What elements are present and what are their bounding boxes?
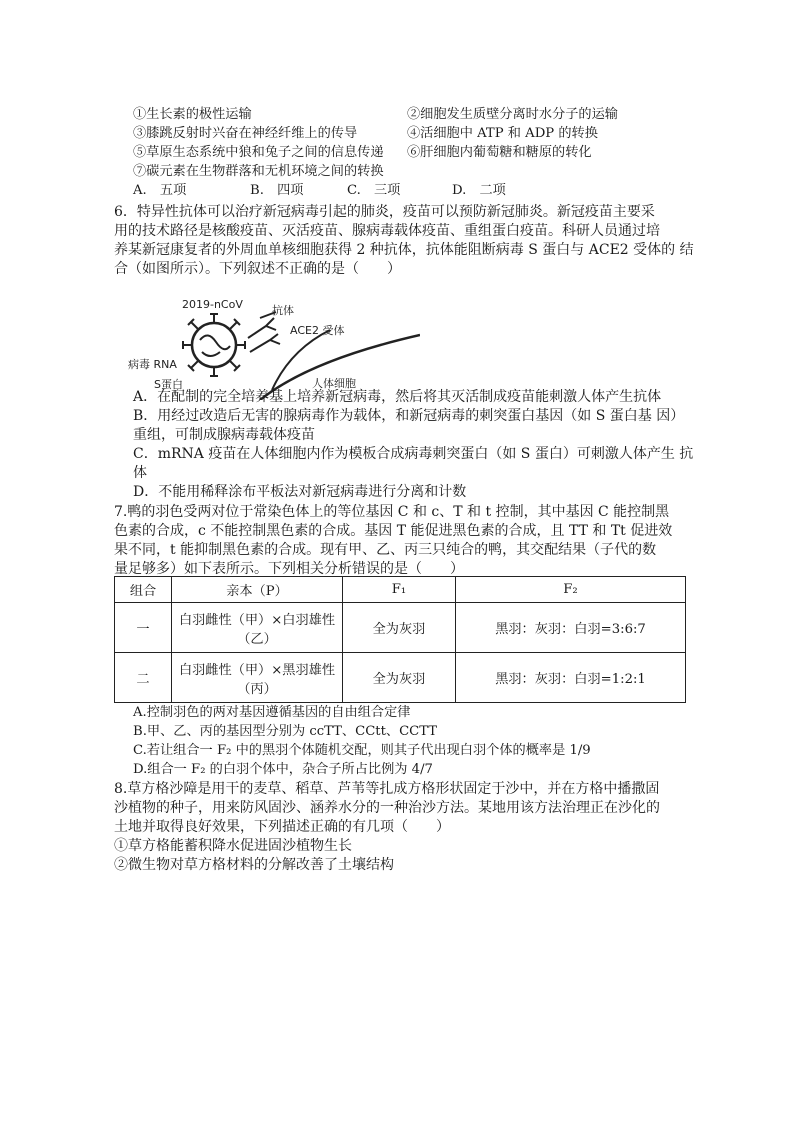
row2-parent-line1: 白羽雌性（甲）×黑羽雄性	[178, 662, 336, 678]
q7-option-b: B.甲、乙、丙的基因型分别为 ccTT、CCtt、CCTT	[133, 724, 438, 739]
q7-stem-line4: 量足够多）如下表所示。下列相关分析错误的是（ ）	[114, 561, 464, 577]
q6-option-c-line2: 体	[133, 465, 147, 481]
q7-option-d: D.组合一 F₂ 的白羽个体中，杂合子所占比例为 4/7	[133, 762, 433, 777]
q8-statement-1: ①草方格能蓄积降水促进固沙植物生长	[114, 838, 352, 854]
q5-item-4: ④活细胞中 ATP 和 ADP 的转换	[407, 126, 598, 141]
header-f2: F₂	[456, 577, 686, 603]
virus-label: 2019-nCoV	[182, 298, 243, 311]
q7-stem-line3: 果不同，t 能抑制黑色素的合成。现有甲、乙、丙三只纯合的鸭，其交配结果（子代的数	[114, 542, 657, 558]
q5-option-d: D. 二项	[452, 183, 506, 198]
antibody-label: 抗体	[272, 304, 294, 317]
row2-f1: 全为灰羽	[343, 653, 456, 703]
table-row	[115, 653, 686, 703]
q7-stem-line1: 7.鸭的羽色受两对位于常染色体上的等位基因 C 和 c、T 和 t 控制，其中基因 C 能控制黑	[114, 504, 670, 520]
q5-item-2: ②细胞发生质壁分离时水分子的运输	[407, 107, 618, 122]
header-group: 组合	[115, 577, 172, 603]
row1-group: 一	[115, 603, 172, 653]
row1-f2: 黑羽：灰羽：白羽=3:6:7	[456, 603, 686, 653]
q6-option-b-line1: B．用经过改造后无害的腺病毒作为载体，和新冠病毒的刺突蛋白基因（如 S 蛋白基 因）	[133, 408, 685, 424]
q5-option-c: C. 三项	[347, 183, 401, 198]
q5-item-6: ⑥肝细胞内葡萄糖和糖原的转化	[407, 145, 592, 160]
header-parents: 亲本（P）	[172, 577, 343, 603]
row2-f2: 黑羽：灰羽：白羽=1:2:1	[456, 653, 686, 703]
ace2-label: ACE2 受体	[290, 324, 345, 337]
q6-stem-line3: 养某新冠康复者的外周血单核细胞获得 2 种抗体，抗体能阻断病毒 S 蛋白与 ACE2 受体的 结	[114, 242, 694, 258]
q5-item-7: ⑦碳元素在生物群落和无机环境之间的转换	[133, 164, 384, 179]
row1-parent-line1: 白羽雌性（甲）×白羽雄性	[178, 612, 336, 628]
table-header-row	[115, 577, 686, 603]
q8-stem-line1: 8.草方格沙障是用干的麦草、稻草、芦苇等扎成方格形状固定于沙中，并在方格中播撒固	[114, 781, 660, 797]
row1-parent-line2: （乙）	[237, 631, 277, 647]
q8-statement-2: ②微生物对草方格材料的分解改善了土壤结构	[114, 857, 394, 873]
virus-envelope	[192, 323, 236, 367]
q6-option-a: A．在配制的完全培养基上培养新冠病毒，然后将其灭活制成疫苗能刺激人体产生抗体	[133, 389, 662, 405]
row1-f1: 全为灰羽	[343, 603, 456, 653]
q7-option-c: C.若让组合一 F₂ 中的黑羽个体随机交配，则其子代出现白羽个体的概率是 1/9	[133, 743, 591, 758]
q7-option-a: A.控制羽色的两对基因遵循基因的自由组合定律	[133, 705, 411, 720]
q5-option-a: A. 五项	[133, 183, 187, 198]
cell-label: 人体细胞	[312, 377, 356, 390]
q8-stem-line3: 土地并取得良好效果，下列描述正确的有几项（ ）	[114, 819, 450, 835]
row1-parents	[172, 603, 343, 653]
q6-stem-line2: 用的技术路径是核酸疫苗、灭活疫苗、腺病毒载体疫苗、重组蛋白疫苗。科研人员通过培	[114, 223, 660, 239]
virus-rna-strand	[200, 335, 230, 349]
row2-parent-line2: （丙）	[237, 681, 277, 697]
table-row	[115, 603, 686, 653]
q8-stem-line2: 沙植物的种子，用来防风固沙、涵养水分的一种治沙方法。某地用该方法治理正在沙化的	[114, 800, 660, 816]
q7-stem-line2: 色素的合成，c 不能控制黑色素的合成。基因 T 能促进黑色素的合成，且 TT 和 Tt 促进效	[114, 523, 673, 539]
q6-stem-line1: 6．特异性抗体可以治疗新冠病毒引起的肺炎，疫苗可以预防新冠肺炎。新冠疫苗主要采	[114, 204, 655, 220]
q5-option-b: B. 四项	[250, 183, 304, 198]
q5-item-5: ⑤草原生态系统中狼和兔子之间的信息传递	[133, 145, 384, 160]
q5-item-1: ①生长素的极性运输	[133, 107, 252, 122]
q6-stem-line4: 合（如图所示）。下列叙述不正确的是（ ）	[114, 261, 401, 277]
q6-option-d: D．不能用稀释涂布平板法对新冠病毒进行分离和计数	[133, 484, 467, 500]
row2-group: 二	[115, 653, 172, 703]
cross-results-table	[114, 576, 686, 703]
antibody-shapes	[248, 312, 280, 352]
header-f1: F₁	[343, 577, 456, 603]
q6-option-b-line2: 重组，可制成腺病毒载体疫苗	[133, 427, 315, 443]
q6-option-c-line1: C．mRNA 疫苗在人体细胞内作为模板合成病毒刺突蛋白（如 S 蛋白）可刺激人体产生 抗	[133, 446, 694, 462]
s-protein-label: S蛋白	[154, 378, 183, 391]
virus-antibody-figure	[120, 290, 420, 400]
q5-item-3: ③膝跳反射时兴奋在神经纤维上的传导	[133, 126, 358, 141]
row2-parents	[172, 653, 343, 703]
rna-label: 病毒 RNA	[128, 358, 177, 371]
